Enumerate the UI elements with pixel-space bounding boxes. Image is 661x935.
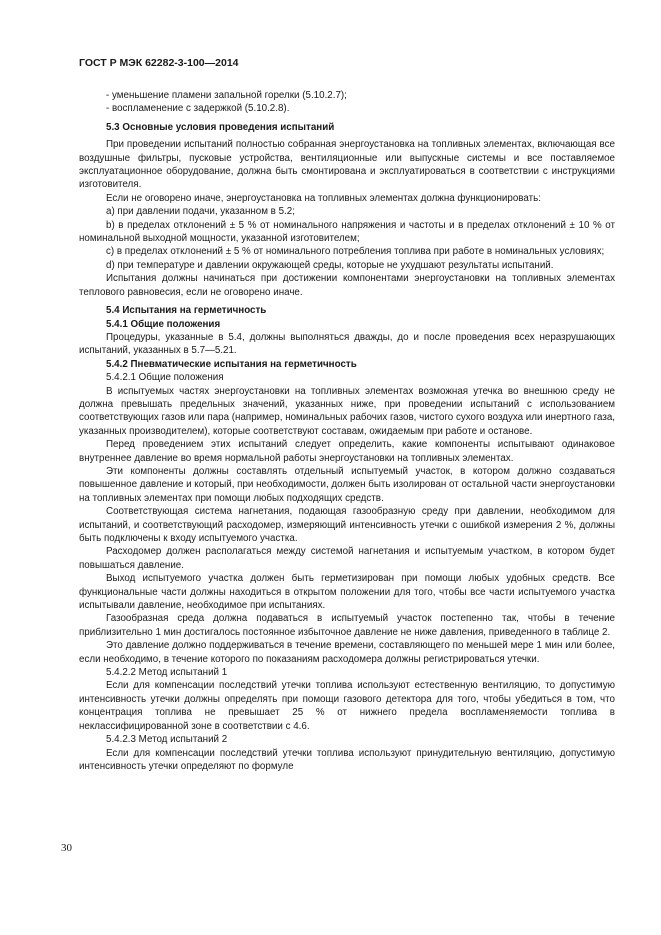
- paragraph: Если для компенсации последствий утечки топлива используют естественную вентиляцию, то допустимую интенсивность утечки должны определять при помощи газового детектора для того, чтобы убедиться в том, что концентрация топлива не превышает 25 % от нижнего предела воспламеняемости топлива в неклассифицированной зоне в соответствии с 4.6.: [79, 680, 615, 732]
- paragraph: Эти компоненты должны составлять отдельный испытуемый участок, в котором должно создаваться повышенное давление и который, при необходимости, должен быть изолирован от остальной части энергоустановки на топливных элементах при помощи любых подходящих средств.: [79, 465, 615, 504]
- section-heading-5-4-2-2: 5.4.2.2 Метод испытаний 1: [106, 667, 228, 679]
- section-heading-5-3: 5.3 Основные условия проведения испытаний: [106, 121, 335, 133]
- paragraph: Процедуры, указанные в 5.4, должны выполняться дважды, до и после проведения всех неразрушающих испытаний, указанных в 5.7—5.21.: [79, 331, 615, 357]
- section-heading-5-4-2: 5.4.2 Пневматические испытания на герметичность: [106, 358, 357, 370]
- paragraph: Перед проведением этих испытаний следует определить, какие компоненты испытывают одинаковое внутреннее давление во время нормальной работы энергоустановки на топливных элементах.: [79, 439, 615, 464]
- paragraph: Выход испытуемого участка должен быть герметизирован при помощи любых удобных средств. Все функциональные части должны находиться в открытом положении для того, чтобы все части испытуемого участка испытывали давление, необходимое при испытаниях.: [79, 573, 615, 612]
- list-item: - уменьшение пламени запальной горелки (5.10.2.7);: [106, 90, 347, 101]
- list-item: d) при температуре и давлении окружающей среды, которые не ухудшают результаты испытаний.: [106, 259, 554, 271]
- paragraph: Если не оговорено иначе, энергоустановка на топливных элементах должна функционировать:: [106, 192, 541, 204]
- paragraph: Соответствующая система нагнетания, подающая газообразную среду при давлении, необходимом для испытаний, и соответствующий расходомер, измеряющий интенсивность утечки с ошибкой измерения 2 %, должны быть подключены к входу испытуемого участка.: [79, 506, 615, 544]
- paragraph: Расходомер должен располагаться между системой нагнетания и испытуемым участком, в котором будет повышаться давление.: [79, 546, 615, 571]
- standard-header: ГОСТ Р МЭК 62282-3-100—2014: [79, 57, 239, 69]
- page-number: 30: [61, 842, 72, 854]
- paragraph: Если для компенсации последствий утечки топлива используют принудительную вентиляцию, допустимую интенсивность утечки определяют по формуле: [79, 747, 615, 772]
- list-item: c) в пределах отклонений ± 5 % от номинального потребления топлива при работе в номинальных условиях;: [106, 246, 605, 258]
- section-heading-5-4: 5.4 Испытания на герметичность: [106, 305, 267, 317]
- paragraph: Газообразная среда должна подаваться в испытуемый участок постепенно так, чтобы в течение приблизительно 1 мин достигалось постоянное избыточное давление не ниже давления, приведенного в таблице 2.: [79, 613, 615, 638]
- section-heading-5-4-1: 5.4.1 Общие положения: [106, 318, 221, 330]
- paragraph: В испытуемых частях энергоустановки на топливных элементах возможная утечка во внешнюю среду не должна превышать предельных значений, указанных ниже, при проведении испытаний с использованием соответствующих газов или пара (например, номинальных рабочих газов, чистого сухого воздуха или инертного газа, указанных производителем), которые соответствуют составам, ожидаемым при работе и останове.: [79, 385, 615, 437]
- paragraph: При проведении испытаний полностью собранная энергоустановка на топливных элементах, включающая все воздушные фильтры, пусковые устройства, вентиляционные или выпускные системы и все поставляемое эксплуатационное оборудование, должна быть смонтирована и эксплуатироваться в соответствии с инструкциями изготовителя.: [79, 139, 615, 191]
- section-heading-5-4-2-1: 5.4.2.1 Общие положения: [106, 372, 224, 384]
- section-heading-5-4-2-3: 5.4.2.3 Метод испытаний 2: [106, 734, 228, 746]
- document-body: [79, 89, 615, 773]
- list-item: a) при давлении подачи, указанном в 5.2;: [106, 206, 295, 218]
- paragraph: Это давление должно поддерживаться в течение времени, составляющего по меньшей мере 1 мин или более, если необходимо, в течение которого по показаниям расходомера должны регистрироваться утечки.: [79, 640, 615, 665]
- list-item: b) в пределах отклонений ± 5 % от номинального напряжения и частоты и в пределах отклонений ± 10 % от номинальной выходной мощности, указанной изготовителем;: [79, 219, 615, 245]
- paragraph: Испытания должны начинаться при достижении компонентами энергоустановки на топливных элементах теплового равновесия, если не оговорено иначе.: [79, 273, 615, 298]
- list-item: - воспламенение с задержкой (5.10.2.8).: [106, 103, 290, 115]
